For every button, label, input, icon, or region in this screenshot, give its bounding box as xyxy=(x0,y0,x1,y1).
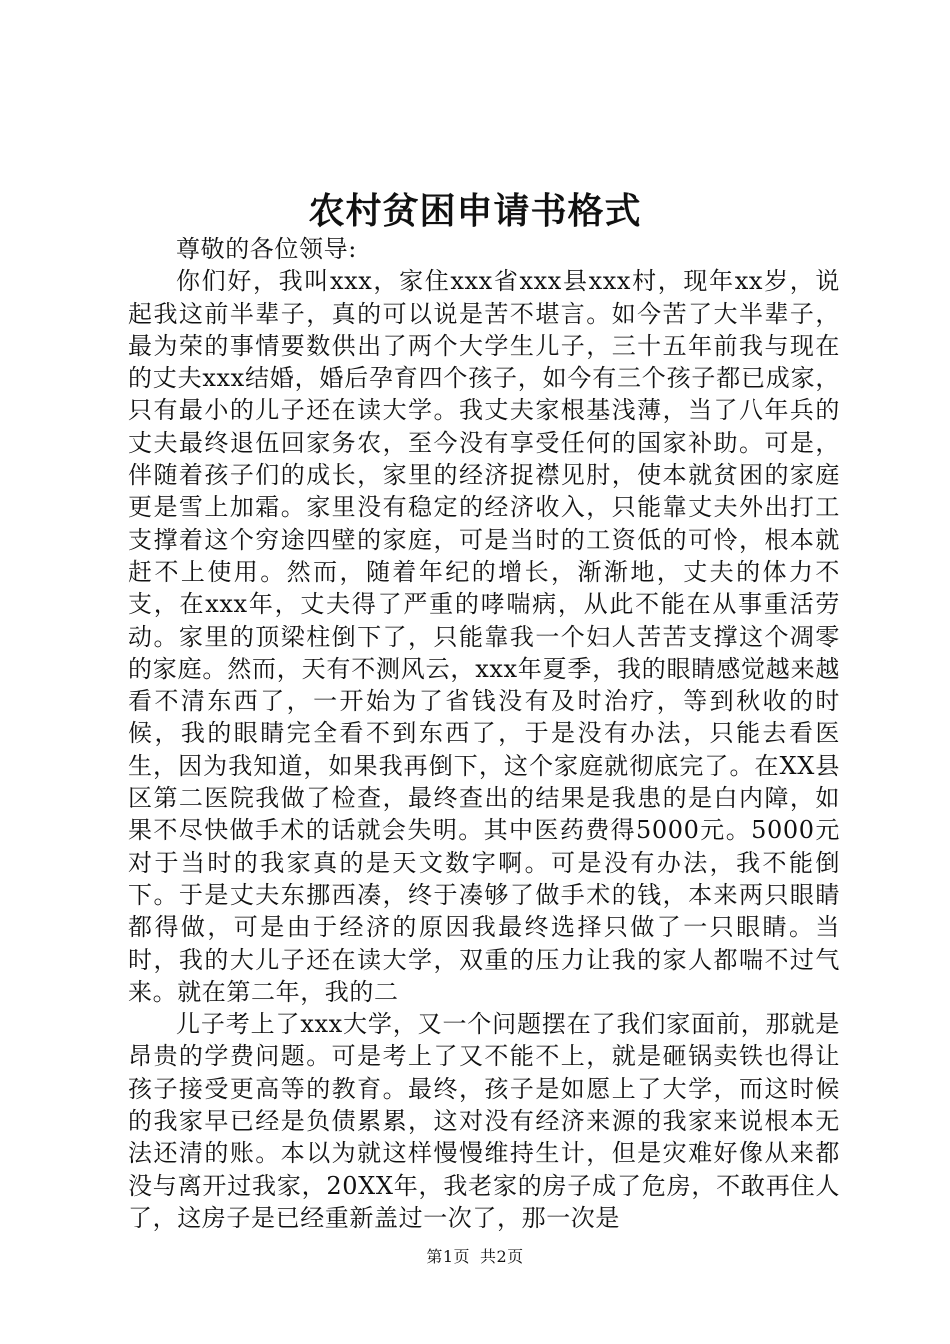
page-footer xyxy=(0,1244,950,1267)
page-total: 共2页 xyxy=(480,1247,524,1266)
salutation: 尊敬的各位领导: xyxy=(176,235,357,263)
document-title: 农村贫困申请书格式 xyxy=(308,190,642,232)
document-body xyxy=(128,233,840,1234)
page-number: 第1页 xyxy=(426,1247,470,1266)
paragraph-2: 儿子考上了xxx大学，又一个问题摆在了我们家面前，那就是昂贵的学费问题。可是考上了又不能不上，就是砸锅卖铁也得让孩子接受更高等的教育。最终，孩子是如愿上了大学，而这时候的我家早已经是负债累累，这对没有经济来源的我家来说根本无法还清的账。本以为就这样慢慢维持生计，但是灾难好像从来都没与离开过我家，20XX年，我老家的房子成了危房，不敢再住人了，这房子是已经重新盖过一次了，那一次是 xyxy=(128,1010,840,1232)
paragraph-1: 你们好，我叫xxx，家住xxx省xxx县xxx村，现年xx岁，说起我这前半辈子，真的可以说是苦不堪言。如今苦了大半辈子，最为荣的事情要数供出了两个大学生儿子，三十五年前我与现在的丈夫xxx结婚，婚后孕育四个孩子，如今有三个孩子都已成家，只有最小的儿子还在读大学。我丈夫家根基浅薄，当了八年兵的丈夫最终退伍回家务农，至今没有享受任何的国家补助。可是，伴随着孩子们的成长，家里的经济捉襟见肘，使本就贫困的家庭更是雪上加霜。家里没有稳定的经济收入，只能靠丈夫外出打工支撑着这个穷途四壁的家庭，可是当时的工资低的可怜，根本就赶不上使用。然而，随着年纪的增长，渐渐地，丈夫的体力不支，在xxx年，丈夫得了严重的哮喘病，从此不能在从事重活劳动。家里的顶梁柱倒下了，只能靠我一个妇人苦苦支撑这个凋零的家庭。然而，天有不测风云，xxx年夏季，我的眼睛感觉越来越看不清东西了，一开始为了省钱没有及时治疗，等到秋收的时候，我的眼睛完全看不到东西了，于是没有办法，只能去看医生，因为我知道，如果我再倒下，这个家庭就彻底完了。在XX县区第二医院我做了检查，最终查出的结果是我患的是白内障，如果不尽快做手术的话就会失明。其中医药费得5000元。5000元对于当时的我家真的是天文数字啊。可是没有办法，我不能倒下。于是丈夫东挪西凑，终于凑够了做手术的钱，本来两只眼睛都得做，可是由于经济的原因我最终选择只做了一只眼睛。当时，我的大儿子还在读大学，双重的压力让我的家人都喘不过气来。就在第二年，我的二 xyxy=(128,267,840,1006)
